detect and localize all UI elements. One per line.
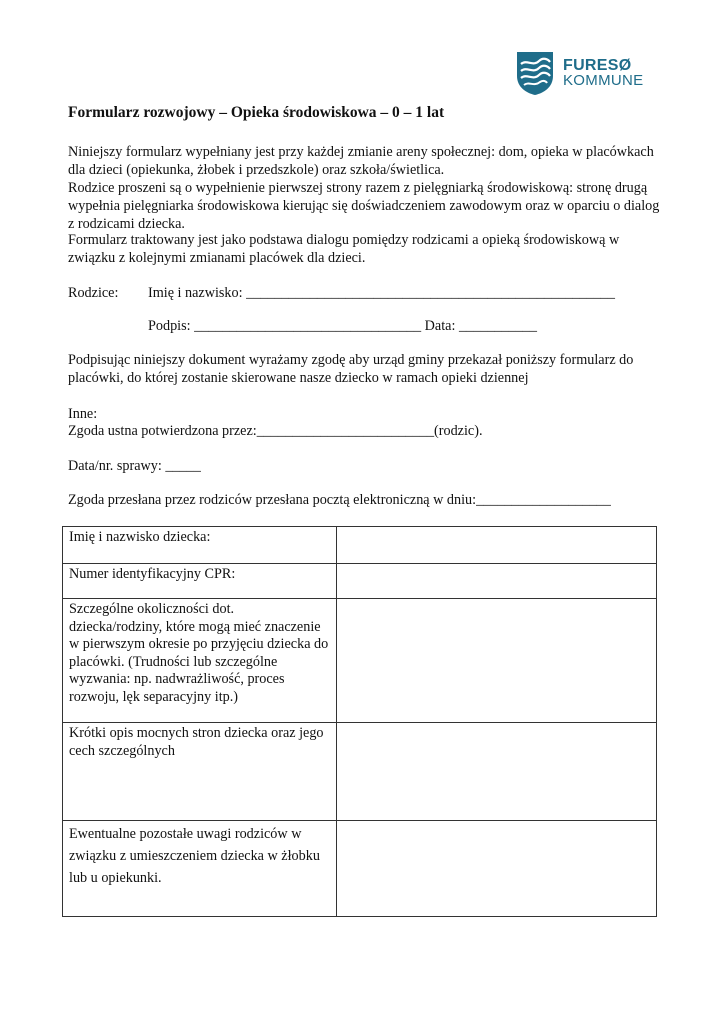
child-strengths-input[interactable] [337, 723, 657, 821]
logo-name-line1: FURESØ [563, 57, 632, 74]
child-info-table [62, 526, 657, 917]
parent-name-field[interactable]: Imię i nazwisko: ____________________________________________________ [148, 285, 615, 301]
parent-remarks-label: Ewentualne pozostałe uwagi rodziców w związku z umieszczeniem dziecka w żłobku lub u opiekunki. [63, 821, 337, 917]
intro-paragraph-1: Niniejszy formularz wypełniany jest przy każdej zmianie areny społecznej: dom, opieka w placówkach dla dzieci (opiekunka, żłobek i przedszkole) oraz szkoła/świetlica. [68, 144, 654, 178]
child-name-label: Imię i nazwisko dziecka: [63, 527, 337, 564]
parent-signature-date-field[interactable]: Podpis: ________________________________ Data: ___________ [148, 318, 537, 334]
special-circumstances-label: Szczególne okoliczności dot. dziecka/rodziny, które mogą mieć znaczenie w pierwszym okresie po przyjęciu dziecka do placówki. (Trudności lub szczególne wyzwania: np. nadwrażliwość, proces rozwoju, lęk separacyjny itp.) [63, 599, 337, 723]
child-name-input[interactable] [337, 527, 657, 564]
table-row [63, 564, 657, 599]
email-consent-field[interactable]: Zgoda przesłana przez rodziców przesłana pocztą elektroniczną w dniu:___________________ [68, 492, 611, 508]
intro-paragraph-3: Formularz traktowany jest jako podstawa dialogu pomiędzy rodzicami a opieką środowiskową w związku z kolejnymi zmianami placówek dla dzieci. [68, 232, 620, 266]
cpr-number-label: Numer identyfikacyjny CPR: [63, 564, 337, 599]
consent-statement: Podpisując niniejszy dokument wyrażamy zgodę aby urząd gminy przekazał poniższy formularz do placówki, do której zostanie skierowane nasze dziecko w ramach opieki dziennej [68, 352, 634, 386]
document-title: Formularz rozwojowy – Opieka środowiskowa – 0 – 1 lat [68, 104, 445, 121]
table-row [63, 599, 657, 723]
special-circumstances-input[interactable] [337, 599, 657, 723]
verbal-consent-field[interactable]: Zgoda ustna potwierdzona przez:_________________________(rodzic). [68, 423, 483, 439]
parent-remarks-input[interactable] [337, 821, 657, 917]
municipality-logo [515, 50, 643, 96]
furesoe-coat-of-arms-icon [515, 50, 555, 96]
table-row [63, 527, 657, 564]
parents-label: Rodzice: [68, 285, 119, 301]
table-row [63, 723, 657, 821]
case-number-field[interactable]: Data/nr. sprawy: _____ [68, 458, 201, 474]
table-row [63, 821, 657, 917]
logo-name-line2: KOMMUNE [563, 72, 644, 89]
child-strengths-label: Krótki opis mocnych stron dziecka oraz jego cech szczególnych [63, 723, 337, 821]
other-label: Inne: [68, 406, 98, 422]
cpr-number-input[interactable] [337, 564, 657, 599]
intro-paragraph-2: Rodzice proszeni są o wypełnienie pierwszej strony razem z pielęgniarką środowiskową: stronę drugą wypełnia pielęgniarka środowiskowa kierując się doświadczeniem zawodowym oraz w oparciu o dialog z rodzicami dziecka. [68, 180, 660, 232]
